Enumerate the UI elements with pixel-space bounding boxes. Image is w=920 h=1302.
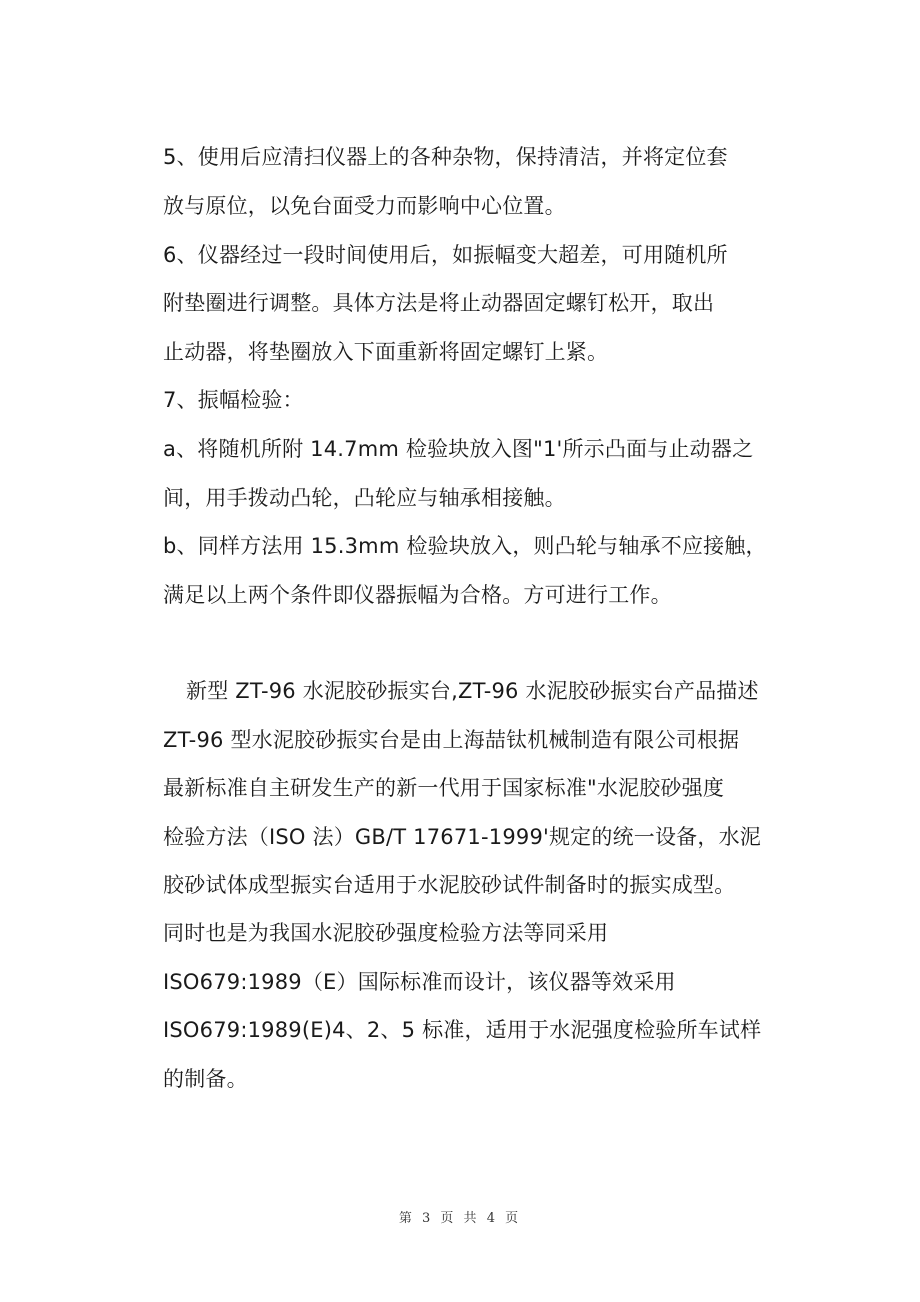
text-line: 满足以上两个条件即仪器振幅为合格。方可进行工作。: [163, 583, 672, 607]
text-line: 附垫圈进行调整。具体方法是将止动器固定螺钉松开，取出: [163, 291, 715, 315]
page-number-footer: 第 3 页 共 4 页: [398, 1211, 522, 1226]
text-line: a、将随机所附 14.7mm 检验块放入图"1'所示凸面与止动器之: [163, 437, 754, 461]
text-line: 7、振幅检验：: [163, 388, 304, 412]
text-line: 6、仪器经过一段时间使用后，如振幅变大超差，可用随机所: [163, 243, 728, 267]
text-line: b、同样方法用 15.3mm 检验块放入，则凸轮与轴承不应接触，: [163, 534, 767, 558]
text-line: 最新标准自主研发生产的新一代用于国家标准"水泥胶砂强度: [163, 776, 725, 800]
text-line: ISO679:1989(E)4、2、5 标准，适用于水泥强度检验所车试样: [163, 1018, 762, 1042]
text-line: 胶砂试体成型振实台适用于水泥胶砂试件制备时的振实成型。: [163, 873, 736, 897]
text-line: ISO679:1989（E）国际标准而设计，该仪器等效采用: [163, 970, 676, 994]
text-line: 间，用手拨动凸轮，凸轮应与轴承相接触。: [163, 486, 566, 510]
text-line: 同时也是为我国水泥胶砂强度检验方法等同采用: [163, 921, 609, 945]
text-line: 止动器，将垫圈放入下面重新将固定螺钉上紧。: [163, 340, 609, 364]
text-line: 检验方法（ISO 法）GB/T 17671-1999'规定的统一设备，水泥: [163, 825, 761, 849]
text-line: 放与原位，以免台面受力而影响中心位置。: [163, 194, 566, 218]
text-line: 的制备。: [163, 1067, 248, 1091]
text-line: 5、使用后应清扫仪器上的各种杂物，保持清洁，并将定位套: [163, 145, 728, 169]
text-line: 新型 ZT-96 水泥胶砂振实台,ZT-96 水泥胶砂振实台产品描述: [186, 679, 759, 703]
text-line: ZT-96 型水泥胶砂振实台是由上海喆钛机械制造有限公司根据: [163, 728, 740, 752]
